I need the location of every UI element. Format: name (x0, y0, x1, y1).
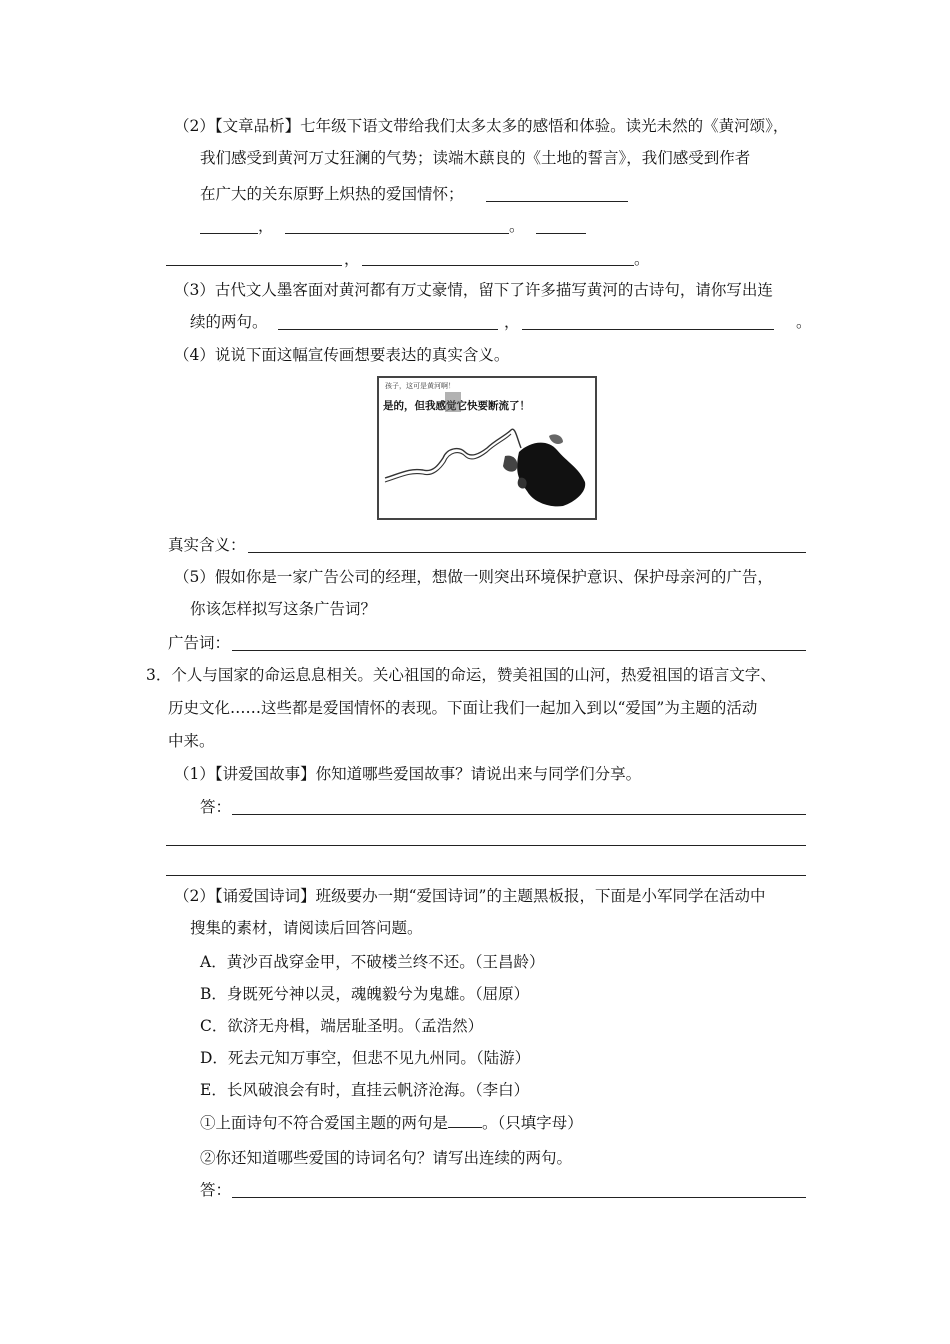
poem-option-a: A．黄沙百战穿金甲，不破楼兰终不还。（王昌龄） (200, 953, 545, 971)
poem-option-c: C．欲济无舟楫，端居耻圣明。（孟浩然） (200, 1017, 484, 1035)
answer-blank[interactable] (278, 329, 498, 330)
answer-blank[interactable] (166, 265, 342, 266)
q2-5-line1: （5）假如你是一家广告公司的经理，想做一则突出环境保护意识、保护母亲河的广告， (174, 568, 773, 586)
answer-line[interactable] (232, 814, 806, 815)
poem-option-e: E．长风破浪会有时，直挂云帆济沧海。（李白） (200, 1081, 530, 1099)
answer-blank[interactable] (536, 233, 586, 234)
q2-2-line2: 我们感受到黄河万丈狂澜的气势；读端木蕻良的《土地的誓言》，我们感受到作者 (200, 149, 751, 167)
answer-blank[interactable] (522, 329, 774, 330)
poster-main-caption: 是的，但我感觉它快要断流了！ (383, 400, 530, 412)
q3-line3: 中来。 (168, 732, 215, 750)
q3-2-subq2: ②你还知道哪些爱国的诗词名句？请写出连续的两句。 (200, 1149, 573, 1167)
comma: ， (258, 217, 274, 235)
answer-line[interactable] (248, 552, 806, 553)
answer-line[interactable] (232, 650, 806, 651)
q3-2-answer-label: 答： (200, 1181, 232, 1199)
q3-line1: 3．个人与国家的命运息息相关。关心祖国的命运，赞美祖国的山河，热爱祖国的语言文字、 (146, 666, 776, 684)
answer-blank[interactable] (285, 233, 509, 234)
q3-line2: 历史文化……这些都是爱国情怀的表现。下面让我们一起加入到以“爱国”为主题的活动 (168, 699, 758, 717)
q3-1-answer-label: 答： (200, 798, 232, 816)
comma: ， (344, 250, 360, 268)
q2-2-line1: （2）【文章品析】七年级下语文带给我们太多太多的感悟和体验。读光未然的《黄河颂》， (174, 117, 789, 135)
answer-blank[interactable] (486, 201, 628, 202)
q2-5-answer-label: 广告词： (168, 634, 231, 652)
period: 。 (634, 250, 650, 268)
yellow-river-poster (377, 376, 597, 520)
answer-line[interactable] (166, 875, 806, 876)
q3-1-prompt: （1）【讲爱国故事】你知道哪些爱国故事？请说出来与同学们分享。 (174, 765, 642, 783)
letter-blank[interactable] (448, 1113, 482, 1128)
q3-2-line1: （2）【诵爱国诗词】班级要办一期“爱国诗词”的主题黑板报，下面是小军同学在活动中 (174, 887, 766, 905)
period: 。 (796, 313, 812, 331)
poster-small-caption: 孩子，这可是黄河啊！ (385, 382, 455, 390)
period: 。 (509, 217, 525, 235)
subq1-suffix: 。（只填字母） (482, 1114, 583, 1132)
comma: ， (504, 313, 520, 331)
q2-3-line2: 续的两句。 (190, 313, 268, 331)
q2-5-line2: 你该怎样拟写这条广告词？ (190, 600, 377, 618)
answer-line[interactable] (232, 1197, 806, 1198)
q2-2-line3: 在广大的关东原野上炽热的爱国情怀； (200, 185, 464, 203)
subq1-text: ①上面诗句不符合爱国主题的两句是 (200, 1114, 449, 1132)
q2-4-prompt: （4）说说下面这幅宣传画想要表达的真实含义。 (174, 346, 510, 364)
river-map-illustration (379, 378, 595, 518)
answer-blank[interactable] (200, 233, 258, 234)
q3-2-line2: 搜集的素材，请阅读后回答问题。 (190, 919, 423, 937)
q2-4-answer-label: 真实含义： (168, 536, 246, 554)
q3-2-subq1 (200, 1113, 583, 1133)
q2-3-line1: （3）古代文人墨客面对黄河都有万丈豪情，留下了许多描写黄河的古诗句，请你写出连 (174, 281, 773, 299)
answer-line[interactable] (166, 845, 806, 846)
answer-blank[interactable] (362, 265, 634, 266)
poem-option-d: D．死去元知万事空，但悲不见九州同。（陆游） (200, 1049, 531, 1067)
poem-option-b: B．身既死兮神以灵，魂魄毅兮为鬼雄。（屈原） (200, 985, 530, 1003)
